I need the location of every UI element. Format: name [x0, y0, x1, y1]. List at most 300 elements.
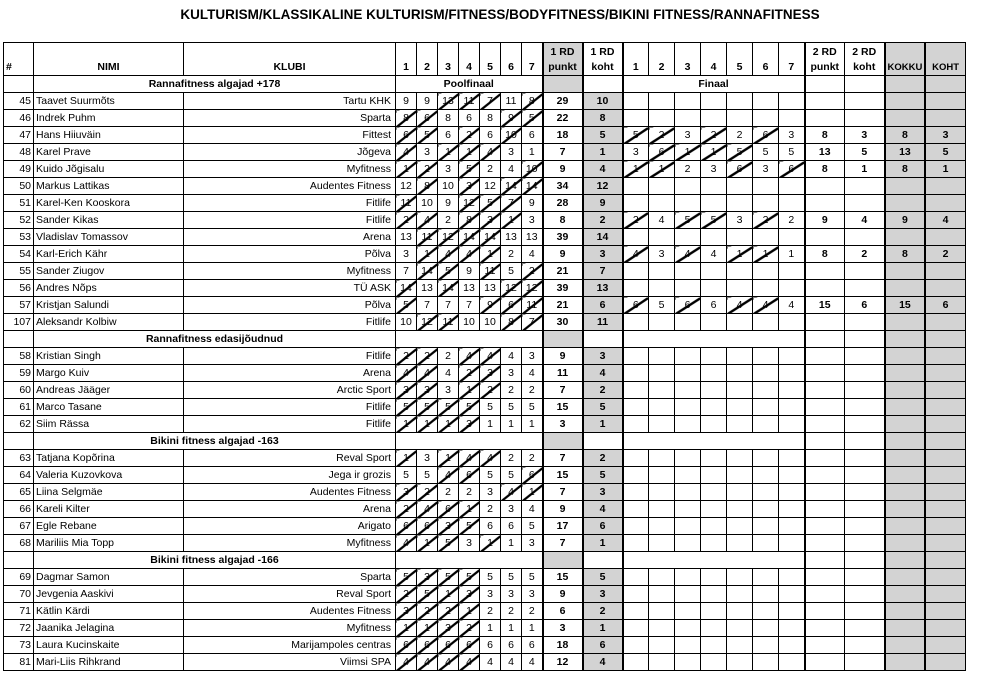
final-score-j1 [623, 535, 649, 552]
table-row [4, 365, 966, 382]
final-score-j6 [753, 314, 779, 331]
semifinal-score-j6: 2 [501, 246, 522, 263]
header-f6: 6 [753, 43, 779, 76]
rd2-points [805, 263, 845, 280]
competitor-number: 56 [4, 280, 34, 297]
table-row [4, 518, 966, 535]
competitor-club: Myfitness [184, 535, 396, 552]
competitor-name: Sander Kikas [34, 212, 184, 229]
semifinal-score-j4: 11 [459, 93, 480, 110]
competitor-number: 73 [4, 637, 34, 654]
competitor-club: Audentes Fitness [184, 178, 396, 195]
semifinal-score-j7: 14 [522, 178, 543, 195]
semifinal-score-j1: 10 [396, 314, 417, 331]
competitor-club: Jõgeva [184, 144, 396, 161]
rd2-place [845, 484, 885, 501]
final-score-j4 [701, 399, 727, 416]
semifinal-score-j1: 5 [396, 399, 417, 416]
final-score-j7 [779, 450, 805, 467]
rd2-points: 13 [805, 144, 845, 161]
rd2-points: 9 [805, 212, 845, 229]
semifinal-score-j1: 7 [396, 263, 417, 280]
final-score-j6: 4 [753, 297, 779, 314]
final-score-j4 [701, 518, 727, 535]
semifinal-score-j6: 4 [501, 348, 522, 365]
rd2-points [805, 195, 845, 212]
competitor-number: 68 [4, 535, 34, 552]
table-row [4, 586, 966, 603]
final-score-j2: 5 [649, 297, 675, 314]
final-score-j5 [727, 399, 753, 416]
rd2-points [805, 603, 845, 620]
rd1-points: 7 [543, 484, 583, 501]
rd2-points [805, 569, 845, 586]
rd2-points [805, 501, 845, 518]
rd1-place: 9 [583, 195, 623, 212]
semifinal-score-j6: 2 [501, 382, 522, 399]
final-score-j1: 1 [623, 161, 649, 178]
competitor-name: Karel Prave [34, 144, 184, 161]
rd1-points: 3 [543, 620, 583, 637]
semifinal-score-j1: 2 [396, 586, 417, 603]
rd1-place: 2 [583, 382, 623, 399]
header-rd1-place-line2: koht [591, 61, 614, 73]
semifinal-score-j2: 1 [417, 246, 438, 263]
final-place [925, 603, 965, 620]
final-score-j2: 3 [649, 246, 675, 263]
semifinal-score-j2: 6 [417, 110, 438, 127]
final-score-j4 [701, 620, 727, 637]
final-score-j6 [753, 637, 779, 654]
rd1-points: 21 [543, 297, 583, 314]
semifinal-score-j2: 1 [417, 620, 438, 637]
semifinal-score-j2: 4 [417, 365, 438, 382]
semifinal-score-j7: 9 [522, 195, 543, 212]
semifinal-score-j1: 6 [396, 518, 417, 535]
final-score-j5: 5 [727, 144, 753, 161]
final-score-j1 [623, 637, 649, 654]
final-score-j2 [649, 535, 675, 552]
table-row [4, 263, 966, 280]
final-score-j6 [753, 535, 779, 552]
final-score-j1 [623, 501, 649, 518]
semifinal-score-j5: 4 [480, 654, 501, 671]
competitor-club: Sparta [184, 569, 396, 586]
semifinal-score-j4: 5 [459, 399, 480, 416]
competitor-number: 72 [4, 620, 34, 637]
semifinal-score-j2: 4 [417, 501, 438, 518]
semifinal-score-j5: 2 [480, 161, 501, 178]
semifinal-score-j6: 5 [501, 263, 522, 280]
semifinal-score-j1: 5 [396, 467, 417, 484]
final-score-j1 [623, 484, 649, 501]
final-place: 6 [925, 297, 965, 314]
competitor-name: Karel-Ken Kooskora [34, 195, 184, 212]
semifinal-score-j4: 6 [459, 467, 480, 484]
semifinal-score-j3: 3 [438, 620, 459, 637]
final-score-j1 [623, 178, 649, 195]
competitor-club: Reval Sport [184, 586, 396, 603]
header-f2: 2 [649, 43, 675, 76]
semifinal-score-j7: 7 [522, 314, 543, 331]
semifinal-score-j7: 3 [522, 535, 543, 552]
table-row [4, 297, 966, 314]
section-title: Bikini fitness algajad -166 [34, 552, 396, 569]
final-score-j4 [701, 229, 727, 246]
semifinal-score-j1: 3 [396, 603, 417, 620]
table-row [4, 501, 966, 518]
table-row [4, 93, 966, 110]
semifinal-score-j3: 4 [438, 467, 459, 484]
semifinal-score-j3: 2 [438, 212, 459, 229]
header-rd1-place [583, 43, 623, 76]
final-score-j5 [727, 314, 753, 331]
rd2-points [805, 365, 845, 382]
rd2-points [805, 450, 845, 467]
final-score-j7: 1 [779, 246, 805, 263]
final-score-j4 [701, 280, 727, 297]
final-score-j1 [623, 450, 649, 467]
final-score-j6: 3 [753, 161, 779, 178]
competitor-name: Laura Kucinskaite [34, 637, 184, 654]
final-score-j1 [623, 229, 649, 246]
rd2-points [805, 110, 845, 127]
semifinal-score-j6: 6 [501, 637, 522, 654]
semifinal-score-j3: 5 [438, 399, 459, 416]
table-row [4, 382, 966, 399]
competitor-number: 47 [4, 127, 34, 144]
semifinal-score-j5: 1 [480, 416, 501, 433]
rd2-place [845, 110, 885, 127]
section-rd1p-spacer [543, 433, 583, 450]
header-rd1-place-line1: 1 RD [590, 46, 615, 58]
total-points [885, 637, 926, 654]
semifinal-score-j2: 5 [417, 127, 438, 144]
final-place [925, 637, 965, 654]
section-total-spacer [885, 552, 926, 569]
final-score-j7 [779, 484, 805, 501]
results-body [4, 76, 966, 671]
semifinal-score-j3: 1 [438, 416, 459, 433]
competitor-name: Mariliis Mia Topp [34, 535, 184, 552]
header-total: KOKKU [885, 43, 926, 76]
semifinal-score-j5: 4 [480, 450, 501, 467]
table-row [4, 348, 966, 365]
semifinal-score-j1: 9 [396, 93, 417, 110]
semifinal-score-j5: 11 [480, 263, 501, 280]
semifinal-score-j5: 5 [480, 569, 501, 586]
rd1-points: 9 [543, 501, 583, 518]
final-score-j5 [727, 229, 753, 246]
competitor-name: Andres Nõps [34, 280, 184, 297]
total-points [885, 110, 926, 127]
table-row [4, 484, 966, 501]
rd2-place: 6 [845, 297, 885, 314]
competitor-name: Kristjan Salundi [34, 297, 184, 314]
final-score-j1 [623, 263, 649, 280]
competitor-name: Egle Rebane [34, 518, 184, 535]
rd2-place [845, 280, 885, 297]
rd2-place [845, 195, 885, 212]
section-rd2k-spacer [845, 433, 885, 450]
semifinal-score-j1: 6 [396, 127, 417, 144]
final-score-j6 [753, 110, 779, 127]
semifinal-score-j3: 3 [438, 382, 459, 399]
rd2-place [845, 637, 885, 654]
final-score-j6: 6 [753, 127, 779, 144]
final-score-j4 [701, 93, 727, 110]
section-place-spacer [925, 433, 965, 450]
semifinal-score-j6: 1 [501, 620, 522, 637]
final-score-j3: 4 [675, 246, 701, 263]
final-score-j3: 5 [675, 212, 701, 229]
rd1-points: 22 [543, 110, 583, 127]
section-spacer-num [4, 76, 34, 93]
final-score-j4 [701, 535, 727, 552]
final-place [925, 93, 965, 110]
rd2-place [845, 654, 885, 671]
final-score-j4 [701, 450, 727, 467]
final-score-j1 [623, 654, 649, 671]
final-score-j6 [753, 93, 779, 110]
rd1-points: 12 [543, 654, 583, 671]
final-score-j7 [779, 280, 805, 297]
final-score-j7 [779, 314, 805, 331]
final-score-j5 [727, 620, 753, 637]
final-score-j3 [675, 110, 701, 127]
competitor-number: 67 [4, 518, 34, 535]
rd2-points [805, 229, 845, 246]
header-place: KOHT [925, 43, 965, 76]
semifinal-score-j7: 3 [522, 586, 543, 603]
final-score-j2 [649, 280, 675, 297]
rd1-place: 3 [583, 586, 623, 603]
semifinal-score-j3: 4 [438, 654, 459, 671]
final-score-j4 [701, 195, 727, 212]
semifinal-score-j2: 5 [417, 399, 438, 416]
semifinal-score-j5: 6 [480, 127, 501, 144]
final-place: 4 [925, 212, 965, 229]
semifinal-score-j7: 4 [522, 365, 543, 382]
final-place [925, 501, 965, 518]
semifinal-score-j2: 2 [417, 484, 438, 501]
semifinal-score-j1: 4 [396, 535, 417, 552]
competitor-club: Arigato [184, 518, 396, 535]
final-score-j5 [727, 467, 753, 484]
final-place [925, 399, 965, 416]
final-score-j3: 1 [675, 144, 701, 161]
final-score-j1 [623, 195, 649, 212]
final-score-j6: 5 [753, 144, 779, 161]
final-score-j2 [649, 263, 675, 280]
semifinal-score-j1: 5 [396, 569, 417, 586]
semifinal-score-j4: 1 [459, 501, 480, 518]
header-j7: 7 [522, 43, 543, 76]
semifinal-score-j6: 13 [501, 229, 522, 246]
rd2-points [805, 399, 845, 416]
semifinal-score-j7: 2 [522, 603, 543, 620]
semifinal-score-j1: 3 [396, 484, 417, 501]
final-score-j1 [623, 399, 649, 416]
semifinal-score-j2: 11 [417, 229, 438, 246]
final-score-j2 [649, 484, 675, 501]
rd2-points [805, 518, 845, 535]
rd2-place [845, 603, 885, 620]
rd2-place [845, 365, 885, 382]
table-row [4, 569, 966, 586]
semifinal-score-j6: 9 [501, 110, 522, 127]
final-score-j7 [779, 178, 805, 195]
rd2-place [845, 586, 885, 603]
header-f3: 3 [675, 43, 701, 76]
semifinal-score-j6: 2 [501, 603, 522, 620]
semifinal-score-j1: 3 [396, 246, 417, 263]
competitor-club: Fitlife [184, 212, 396, 229]
final-score-j2 [649, 314, 675, 331]
rd1-place: 5 [583, 569, 623, 586]
semifinal-score-j1: 1 [396, 416, 417, 433]
competitor-club: TÜ ASK [184, 280, 396, 297]
final-score-j2 [649, 518, 675, 535]
rd1-points: 15 [543, 399, 583, 416]
semifinal-score-j2: 5 [417, 467, 438, 484]
final-score-j4: 5 [701, 212, 727, 229]
total-points [885, 263, 926, 280]
competitor-club: Reval Sport [184, 450, 396, 467]
semifinal-score-j1: 8 [396, 110, 417, 127]
final-score-j2 [649, 348, 675, 365]
rd2-place [845, 501, 885, 518]
rd1-place: 12 [583, 178, 623, 195]
rd1-points: 7 [543, 144, 583, 161]
semifinal-score-j6: 4 [501, 161, 522, 178]
final-score-j1: 6 [623, 297, 649, 314]
final-score-j4: 6 [701, 297, 727, 314]
semifinal-score-j3: 12 [438, 229, 459, 246]
semifinal-score-j1: 2 [396, 501, 417, 518]
semifinal-score-j6: 3 [501, 365, 522, 382]
final-score-j1 [623, 280, 649, 297]
semifinal-score-j1: 2 [396, 212, 417, 229]
header-rd2-points-line2: punkt [810, 61, 840, 73]
rd1-place: 4 [583, 161, 623, 178]
competitor-number: 71 [4, 603, 34, 620]
semifinal-score-j7: 5 [522, 399, 543, 416]
semifinal-score-j4: 3 [459, 178, 480, 195]
table-row [4, 229, 966, 246]
rd1-points: 29 [543, 93, 583, 110]
semifinal-score-j2: 3 [417, 569, 438, 586]
header-j4: 4 [459, 43, 480, 76]
competitor-number: 60 [4, 382, 34, 399]
final-place [925, 484, 965, 501]
final-score-j6 [753, 450, 779, 467]
competitor-number: 69 [4, 569, 34, 586]
competitor-number: 66 [4, 501, 34, 518]
semifinal-score-j6: 5 [501, 569, 522, 586]
final-place [925, 348, 965, 365]
competitor-name: Vladislav Tomassov [34, 229, 184, 246]
page-title: KULTURISM/KLASSIKALINE KULTURISM/FITNESS/BODYFITNESS/BIKINI FITNESS/RANNAFITNESS [180, 7, 820, 22]
semifinal-score-j6: 12 [501, 280, 522, 297]
semifinal-score-j5: 5 [480, 195, 501, 212]
competitor-club: Sparta [184, 110, 396, 127]
semifinal-score-j3: 10 [438, 178, 459, 195]
semifinal-score-j3: 2 [438, 484, 459, 501]
competitor-name: Andreas Jääger [34, 382, 184, 399]
section-title: Rannafitness edasijõudnud [34, 331, 396, 348]
final-score-j7 [779, 603, 805, 620]
semifinal-score-j7: 6 [522, 637, 543, 654]
section-total-spacer [885, 76, 926, 93]
semifinal-score-j6: 6 [501, 297, 522, 314]
competitor-name: Karl-Erich Kähr [34, 246, 184, 263]
semifinal-score-j5: 1 [480, 246, 501, 263]
final-score-j2 [649, 178, 675, 195]
final-place [925, 365, 965, 382]
competitor-number: 64 [4, 467, 34, 484]
semifinal-score-j1: 14 [396, 280, 417, 297]
competitor-club: Myfitness [184, 263, 396, 280]
rd2-points [805, 637, 845, 654]
rd2-points [805, 620, 845, 637]
final-score-j7 [779, 399, 805, 416]
section-title: Bikini fitness algajad -163 [34, 433, 396, 450]
final-score-j3: 2 [675, 161, 701, 178]
rd2-place: 4 [845, 212, 885, 229]
final-score-j2 [649, 382, 675, 399]
final-score-j6 [753, 501, 779, 518]
final-score-j5 [727, 382, 753, 399]
total-points [885, 399, 926, 416]
semifinal-score-j2: 10 [417, 195, 438, 212]
competitor-name: Kareli Kilter [34, 501, 184, 518]
final-score-j6 [753, 586, 779, 603]
final-score-j3 [675, 535, 701, 552]
rd1-points: 9 [543, 348, 583, 365]
semifinal-score-j4: 1 [459, 382, 480, 399]
competitor-name: Sander Ziugov [34, 263, 184, 280]
semifinal-score-j6: 1 [501, 535, 522, 552]
rd2-points: 8 [805, 246, 845, 263]
final-score-j3 [675, 484, 701, 501]
semifinal-score-j4: 4 [459, 348, 480, 365]
final-score-j4 [701, 467, 727, 484]
semifinal-score-j3: 2 [438, 348, 459, 365]
rd2-points: 8 [805, 127, 845, 144]
semifinal-score-j3: 14 [438, 280, 459, 297]
final-score-j3 [675, 569, 701, 586]
header-num: # [4, 43, 34, 76]
final-place [925, 178, 965, 195]
final-score-j3 [675, 314, 701, 331]
section-header-row [4, 331, 966, 348]
semifinal-score-j3: 4 [438, 246, 459, 263]
section-total-spacer [885, 433, 926, 450]
header-j1: 1 [396, 43, 417, 76]
semifinal-score-j6: 1 [501, 416, 522, 433]
semifinal-score-j4: 4 [459, 450, 480, 467]
semifinal-score-j6: 11 [501, 93, 522, 110]
competitor-number: 55 [4, 263, 34, 280]
rd1-place: 3 [583, 246, 623, 263]
semifinal-score-j3: 1 [438, 144, 459, 161]
competitor-name: Taavet Suurmõts [34, 93, 184, 110]
final-score-j3: 6 [675, 297, 701, 314]
rd1-place: 14 [583, 229, 623, 246]
final-score-j5 [727, 195, 753, 212]
semifinal-score-j2: 8 [417, 178, 438, 195]
